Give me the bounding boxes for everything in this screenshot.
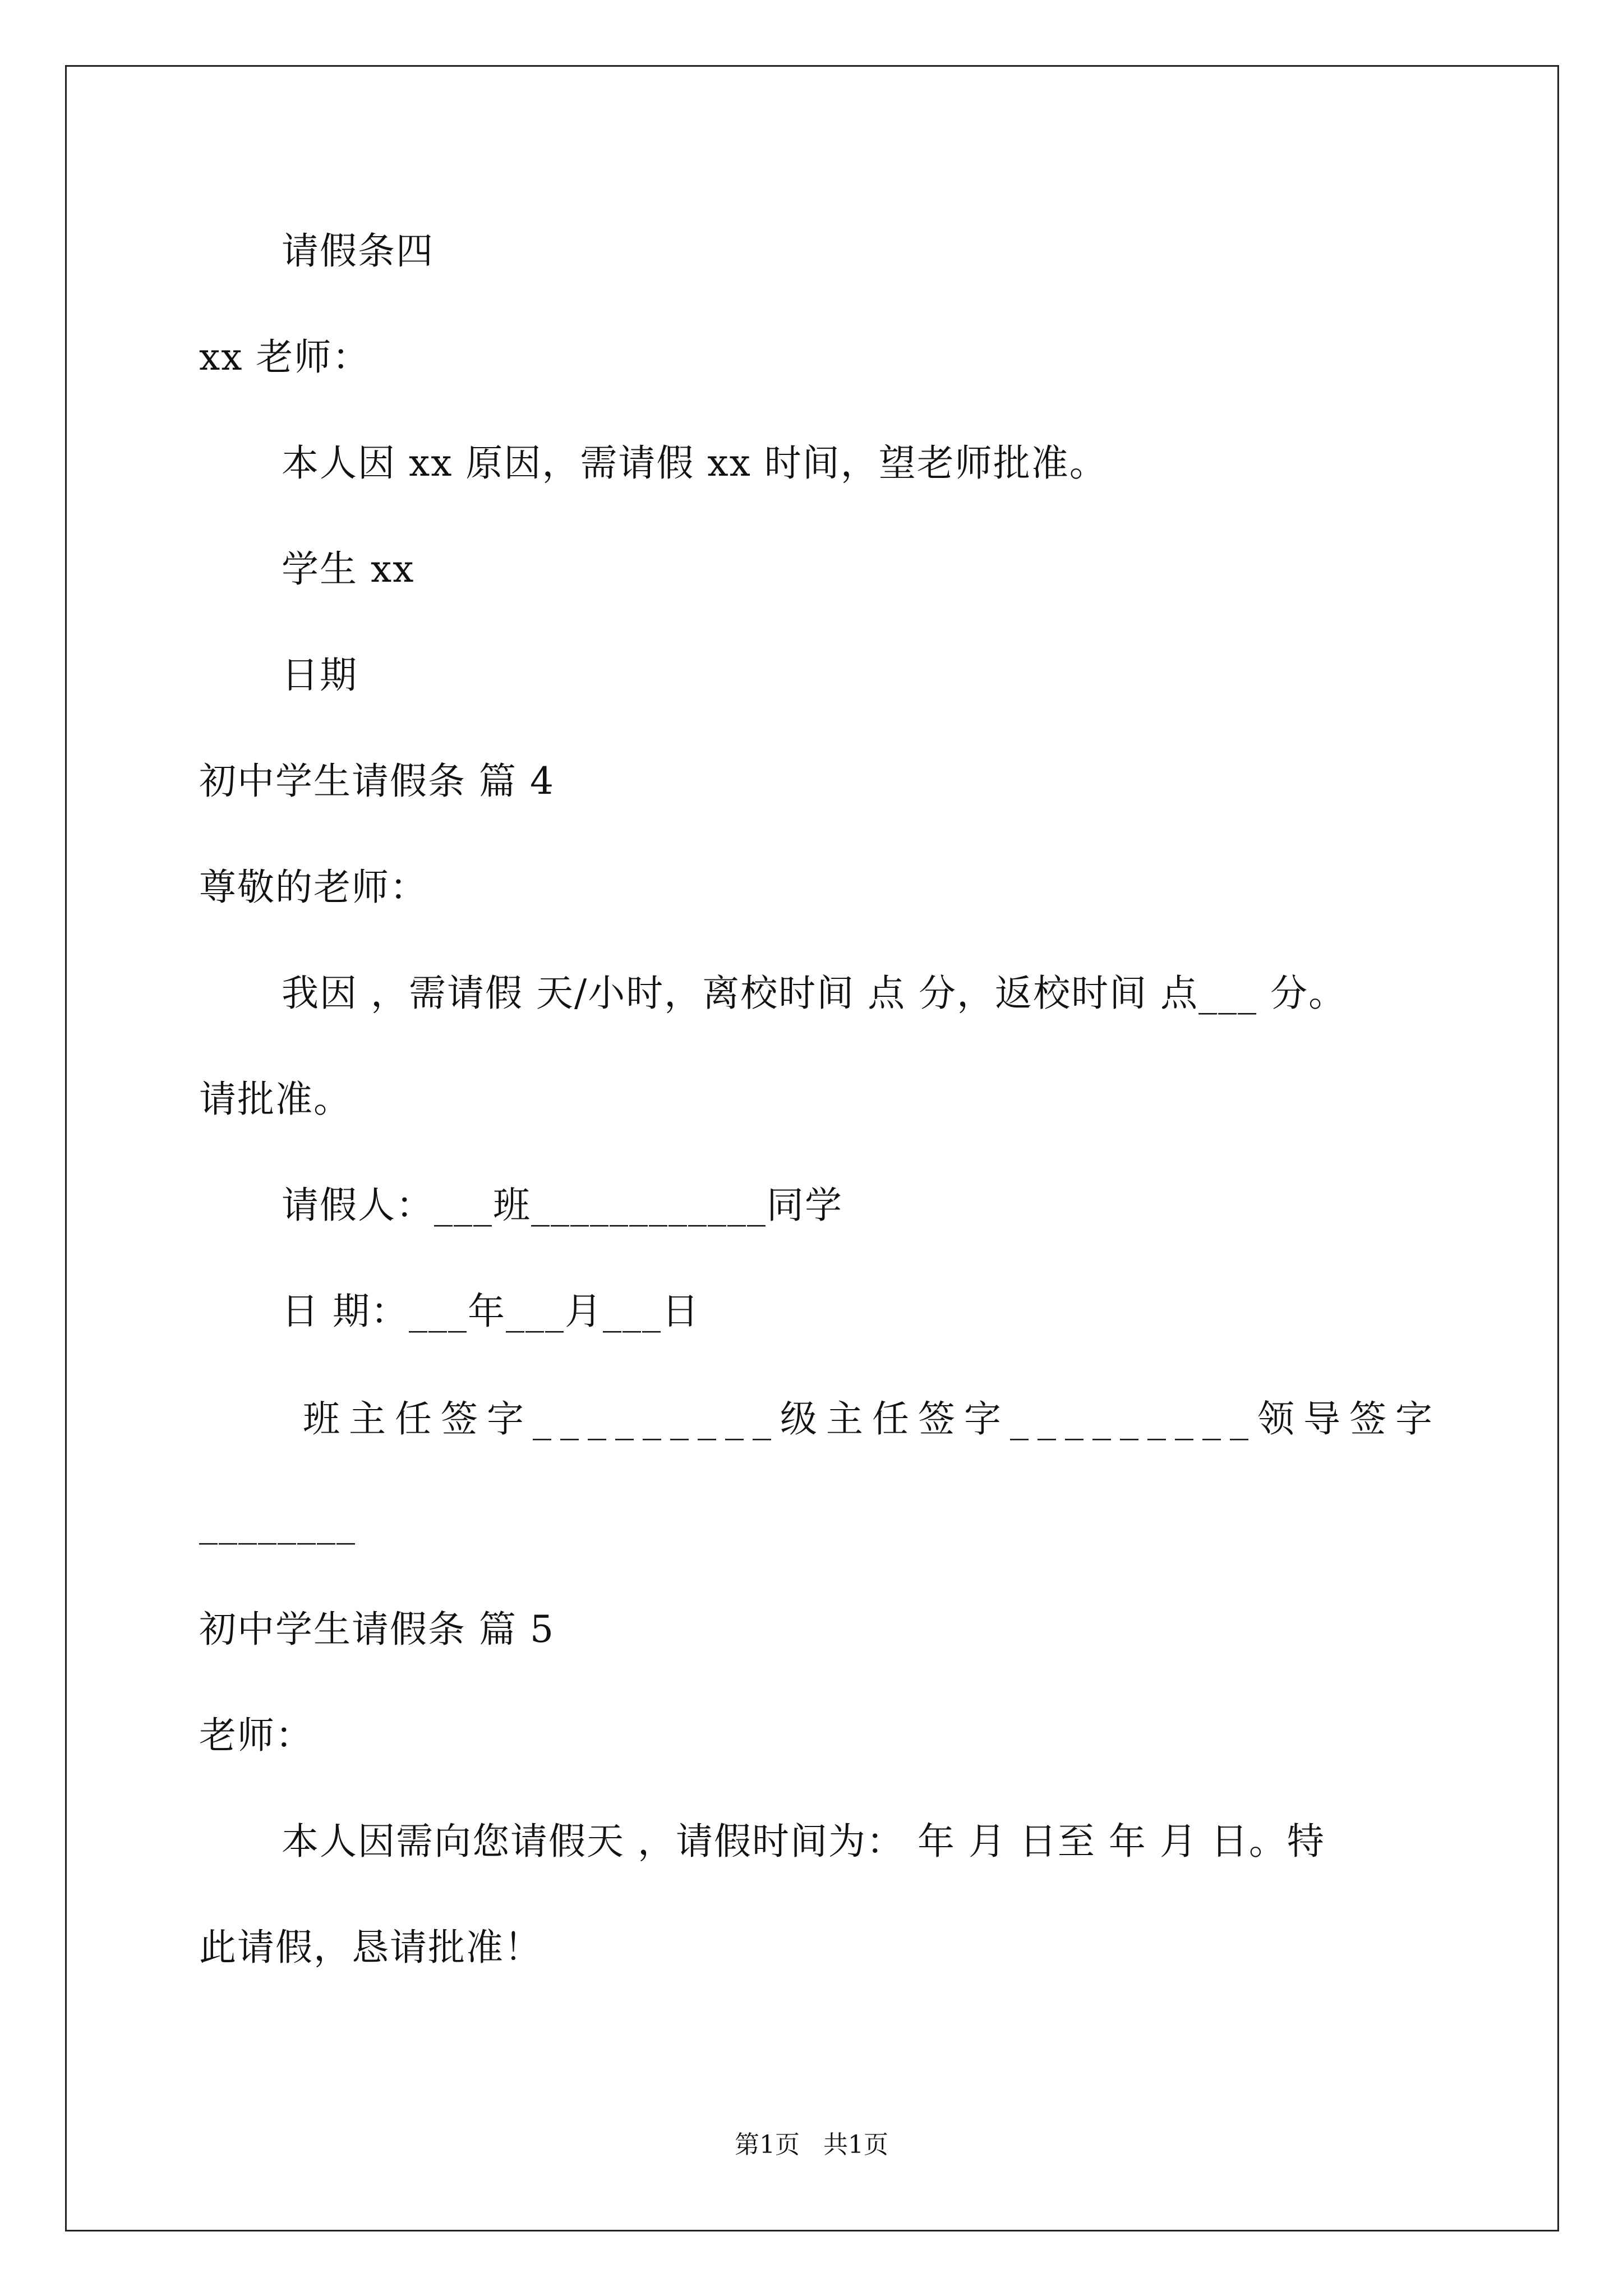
leader-signature: 领导签字: [1257, 1397, 1441, 1441]
applicant-field: 请假人：___班____________同学: [282, 1184, 843, 1227]
head-teacher-signature: 班主任签字_________: [303, 1397, 780, 1441]
letter-4-body: 本人因 xx 原因，需请假 xx 时间，望老师批准。: [282, 441, 1108, 485]
section-5-body-line-2: 此请假，恳请批准！: [199, 1926, 542, 1969]
section-4-salutation: 尊敬的老师：: [199, 866, 428, 909]
grade-director-signature: 级主任签字_________: [780, 1397, 1257, 1441]
signature-row: [303, 1397, 1441, 1442]
leader-signature-blank: ________: [199, 1502, 356, 1545]
section-4-body-line-2: 请批准。: [199, 1078, 352, 1121]
page-number-footer: 第1页 共1页: [735, 2131, 888, 2159]
section-4-body-line-1: 我因 ，需请假 天/小时，离校时间 点 分，返校时间 点___ 分。: [282, 972, 1347, 1015]
section-heading-4: 初中学生请假条 篇 4: [199, 760, 555, 803]
letter-4-title: 请假条四: [282, 229, 434, 273]
section-heading-5: 初中学生请假条 篇 5: [199, 1608, 555, 1651]
letter-4-signature: 学生 xx: [282, 547, 415, 591]
letter-4-salutation: xx 老师：: [199, 335, 371, 379]
date-field: 日 期：___年___月___日: [282, 1290, 700, 1333]
letter-4-date: 日期: [282, 654, 358, 697]
section-5-salutation: 老师：: [199, 1714, 313, 1757]
section-5-body-line-1: 本人因需向您请假天 ，请假时间为： 年 月 日至 年 月 日。特: [282, 1820, 1325, 1863]
page-border: [65, 65, 1559, 2231]
